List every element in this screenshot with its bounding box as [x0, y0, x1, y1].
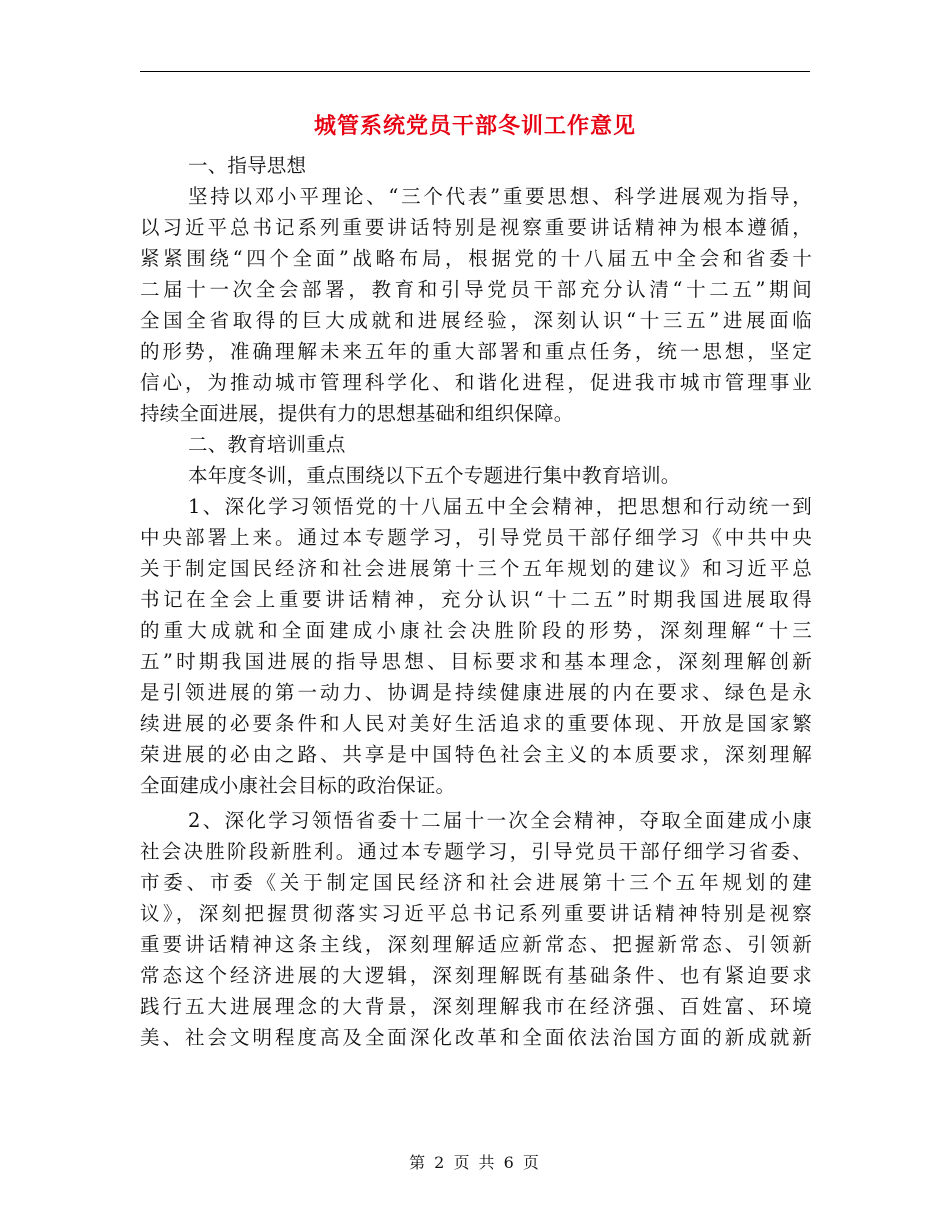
text-line: 2、深化学习领悟省委十二届十一次全会精神，夺取全面建成小康 [188, 809, 812, 832]
text-line: 二、教育培训重点 [188, 433, 346, 456]
document-title: 城管系统党员干部冬训工作意见 [313, 113, 636, 139]
text-line: 社会决胜阶段新胜利。通过本专题学习，引导党员干部仔细学习省委、 [140, 840, 812, 863]
text-line: 全国全省取得的巨大成就和进展经验，深刻认识“十三五”进展面临 [140, 309, 812, 332]
text-line: 1、深化学习领悟党的十八届五中全会精神，把思想和行动统一到 [188, 495, 812, 518]
document-body [140, 150, 812, 1053]
text-line: 重要讲话精神这条主线，深刻理解适应新常态、把握新常态、引领新 [140, 933, 812, 956]
text-line: 践行五大进展理念的大背景，深刻理解我市在经济强、百姓富、环境 [140, 995, 812, 1018]
text-line: 紧紧围绕“四个全面”战略布局，根据党的十八届五中全会和省委十 [140, 247, 812, 270]
text-line: 荣进展的必由之路、共享是中国特色社会主义的本质要求，深刻理解 [140, 743, 812, 766]
text-line: 一、指导思想 [188, 154, 307, 177]
text-line: 的重大成就和全面建成小康社会决胜阶段的形势，深刻理解“十三 [140, 619, 812, 642]
text-line: 市委、市委《关于制定国民经济和社会进展第十三个五年规划的建 [140, 871, 812, 894]
text-line: 全面建成小康社会目标的政治保证。 [140, 774, 456, 797]
page-number-footer: 第 2 页 共 6 页 [409, 1153, 541, 1172]
text-line: 常态这个经济进展的大逻辑，深刻理解既有基础条件、也有紧迫要求 [140, 964, 812, 987]
header-rule [140, 71, 810, 72]
text-line: 是引领进展的第一动力、协调是持续健康进展的内在要求、绿色是永 [140, 681, 812, 704]
text-line: 持续全面进展，提供有力的思想基础和组织保障。 [140, 402, 574, 425]
text-line: 以习近平总书记系列重要讲话特别是视察重要讲话精神为根本遵循， [140, 216, 812, 239]
text-line: 中央部署上来。通过本专题学习，引导党员干部仔细学习《中共中央 [140, 526, 812, 549]
text-line: 本年度冬训，重点围绕以下五个专题进行集中教育培训。 [188, 464, 681, 487]
text-line: 书记在全会上重要讲话精神，充分认识“十二五”时期我国进展取得 [140, 588, 812, 611]
text-line: 五”时期我国进展的指导思想、目标要求和基本理念，深刻理解创新 [140, 650, 812, 673]
text-line: 议》，深刻把握贯彻落实习近平总书记系列重要讲话精神特别是视察 [140, 902, 812, 925]
text-line: 美、社会文明程度高及全面深化改革和全面依法治国方面的新成就新 [140, 1026, 812, 1049]
text-line: 坚持以邓小平理论、“三个代表”重要思想、科学进展观为指导， [188, 185, 812, 208]
text-line: 二届十一次全会部署，教育和引导党员干部充分认清“十二五”期间 [140, 278, 812, 301]
text-line: 信心，为推动城市管理科学化、和谐化进程，促进我市城市管理事业 [140, 371, 812, 394]
text-line: 关于制定国民经济和社会进展第十三个五年规划的建议》和习近平总 [140, 557, 812, 580]
text-line: 续进展的必要条件和人民对美好生活追求的重要体现、开放是国家繁 [140, 712, 812, 735]
text-line: 的形势，准确理解未来五年的重大部署和重点任务，统一思想，坚定 [140, 340, 812, 363]
